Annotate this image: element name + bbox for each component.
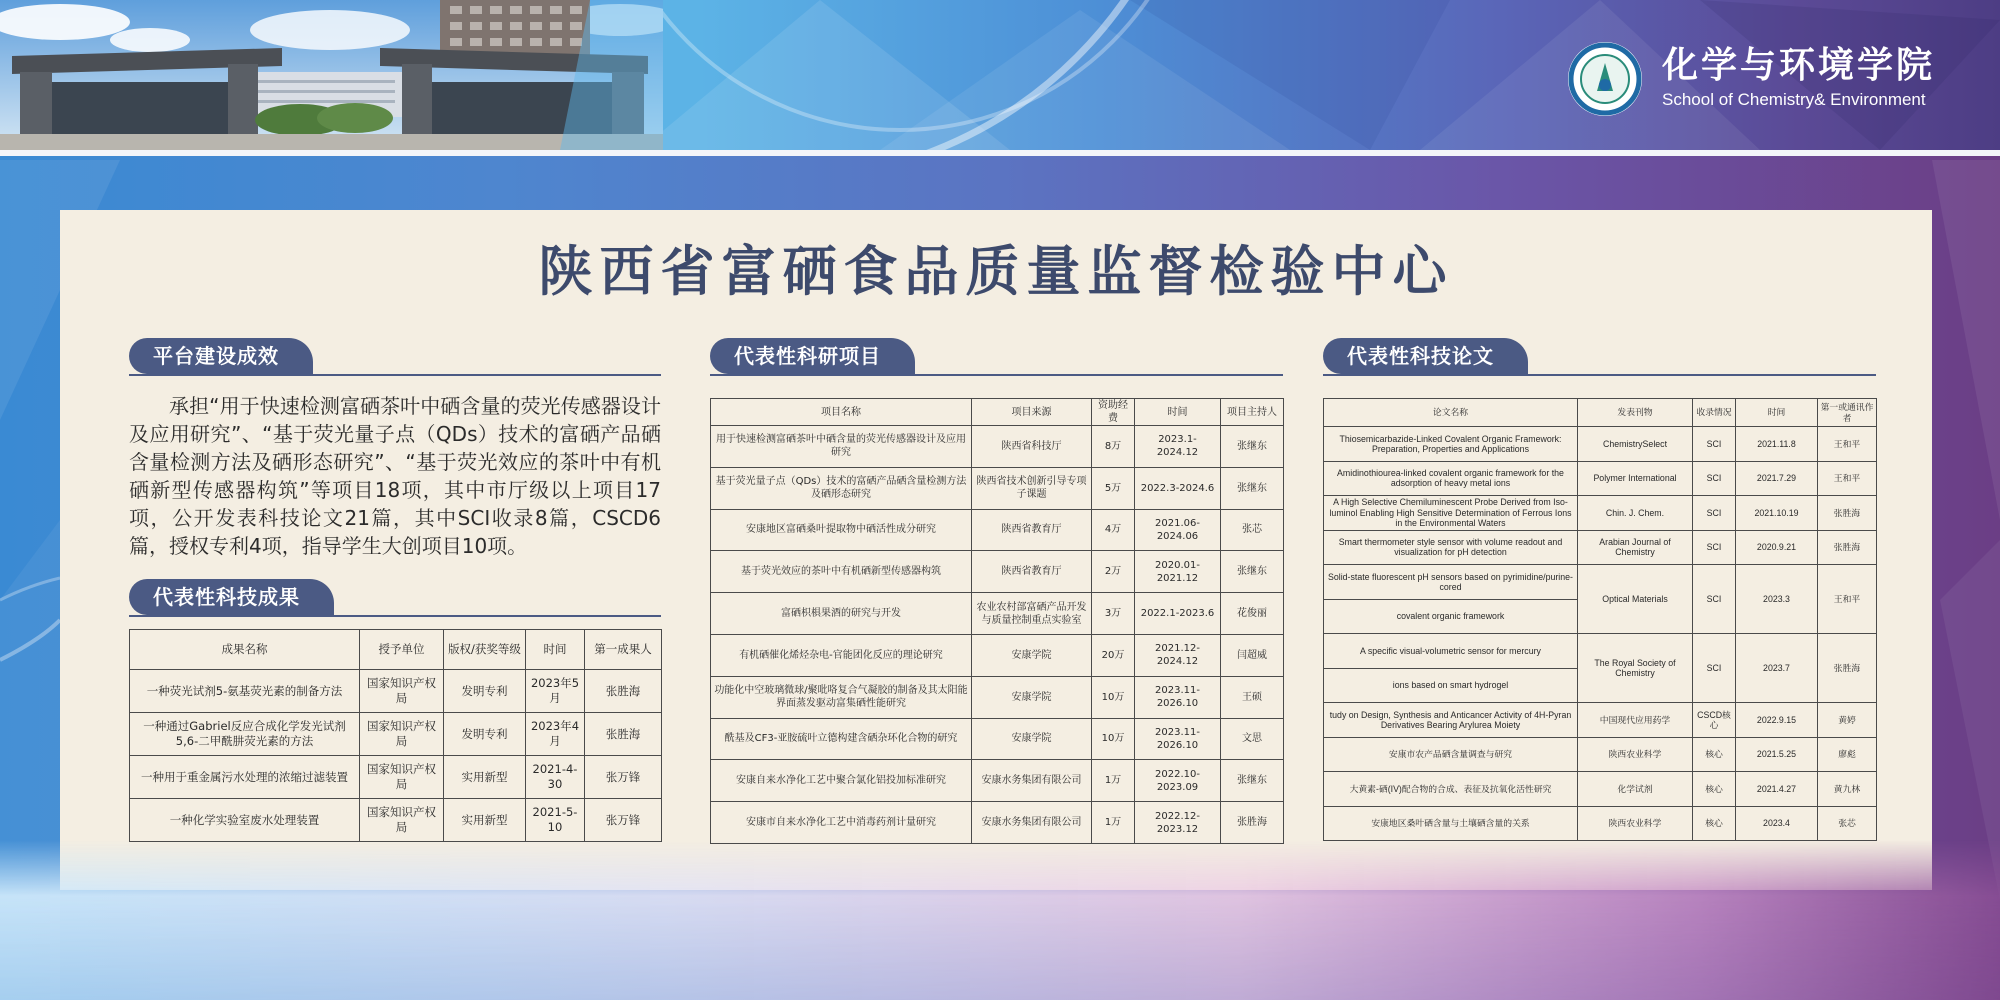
paper-column-header: 第一或通讯作者	[1818, 399, 1877, 427]
project-cell: 安康水务集团有限公司	[972, 802, 1092, 844]
project-cell: 陕西省科技厅	[972, 426, 1092, 468]
project-cell: 基于荧光量子点（QDs）技术的富硒产品硒含量检测方法及硒形态研究	[711, 467, 972, 509]
achievement-header-row	[130, 630, 662, 670]
campus-gate-photo	[0, 0, 663, 150]
project-cell: 8万	[1092, 426, 1135, 468]
project-cell: 张继东	[1221, 426, 1284, 468]
project-cell: 1万	[1092, 760, 1135, 802]
project-cell: 2022.10-2023.09	[1135, 760, 1221, 802]
paper-cell: Thiosemicarbazide-Linked Covalent Organic Framework: Preparation, Properties and Applications	[1324, 427, 1578, 462]
paper-cell: 化学试剂	[1578, 772, 1693, 807]
achievement-cell: 国家知识产权局	[360, 756, 444, 799]
achievement-cell: 实用新型	[444, 756, 526, 799]
project-cell: 陕西省教育厅	[972, 509, 1092, 551]
section-papers	[1323, 338, 1876, 376]
paper-cell: 2021.5.25	[1736, 737, 1818, 772]
achievement-cell: 张胜海	[585, 713, 662, 756]
project-cell: 2021.06-2024.06	[1135, 509, 1221, 551]
paper-cell: 2023.3	[1736, 565, 1818, 634]
project-cell: 文思	[1221, 718, 1284, 760]
paper-cell: 核心	[1693, 806, 1736, 841]
project-header-row	[711, 399, 1284, 426]
paper-cell: 黄九林	[1818, 772, 1877, 807]
paper-cell: Arabian Journal of Chemistry	[1578, 530, 1693, 565]
paper-cell: 王和平	[1818, 427, 1877, 462]
papers-table	[1323, 398, 1877, 841]
project-row	[711, 760, 1284, 802]
project-cell: 酰基及CF3-亚胺硫叶立德构建含硒杂环化合物的研究	[711, 718, 972, 760]
project-cell: 安康市自来水净化工艺中消毒药剂计量研究	[711, 802, 972, 844]
paper-cell: 张芯	[1818, 806, 1877, 841]
achievement-cell: 一种荧光试剂5-氨基荧光素的制备方法	[130, 670, 360, 713]
paper-cell: covalent organic framework	[1324, 599, 1578, 634]
achievements-table	[129, 629, 662, 842]
project-cell: 安康学院	[972, 718, 1092, 760]
paper-cell: 黄婷	[1818, 703, 1877, 738]
project-cell: 20万	[1092, 634, 1135, 676]
project-row	[711, 676, 1284, 718]
paper-row	[1324, 737, 1877, 772]
school-name-english: School of Chemistry& Environment	[1662, 90, 1926, 109]
project-cell: 闫超威	[1221, 634, 1284, 676]
project-cell: 有机硒催化烯烃杂电-官能团化反应的理论研究	[711, 634, 972, 676]
project-cell: 富硒枳椇果酒的研究与开发	[711, 593, 972, 635]
project-cell: 2023.1-2024.12	[1135, 426, 1221, 468]
paper-cell: SCI	[1693, 565, 1736, 634]
paper-row	[1324, 427, 1877, 462]
project-cell: 2023.11-2026.10	[1135, 676, 1221, 718]
paper-cell: 中国现代应用药学	[1578, 703, 1693, 738]
paper-row	[1324, 461, 1877, 496]
paper-column-header: 时间	[1736, 399, 1818, 427]
paper-cell: 安康市农产品硒含量调查与研究	[1324, 737, 1578, 772]
paper-cell: The Royal Society of Chemistry	[1578, 634, 1693, 703]
paper-row	[1324, 806, 1877, 841]
paper-cell: 2021.11.8	[1736, 427, 1818, 462]
paper-row	[1324, 772, 1877, 807]
achievement-column-header: 授予单位	[360, 630, 444, 670]
section-platform-results	[129, 338, 661, 376]
project-cell: 4万	[1092, 509, 1135, 551]
paper-cell: 王和平	[1818, 461, 1877, 496]
achievement-cell: 一种化学实验室废水处理装置	[130, 799, 360, 842]
project-cell: 农业农村部富硒产品开发与质量控制重点实验室	[972, 593, 1092, 635]
project-cell: 2022.12-2023.12	[1135, 802, 1221, 844]
paper-cell: 2021.10.19	[1736, 496, 1818, 531]
paper-cell: Optical Materials	[1578, 565, 1693, 634]
achievement-cell: 一种用于重金属污水处理的浓缩过滤装置	[130, 756, 360, 799]
paper-row	[1324, 634, 1877, 669]
achievement-cell: 国家知识产权局	[360, 670, 444, 713]
project-cell: 5万	[1092, 467, 1135, 509]
project-row	[711, 426, 1284, 468]
project-cell: 2022.1-2023.6	[1135, 593, 1221, 635]
achievement-cell: 一种通过Gabriel反应合成化学发光试剂5,6-二甲酰肼荧光素的方法	[130, 713, 360, 756]
paper-cell: Smart thermometer style sensor with volume readout and visualization for pH detection	[1324, 530, 1578, 565]
paper-cell: SCI	[1693, 634, 1736, 703]
paper-column-header: 收录情况	[1693, 399, 1736, 427]
achievement-column-header: 成果名称	[130, 630, 360, 670]
paper-cell: 大黄素-硒(IV)配合物的合成、表征及抗氧化活性研究	[1324, 772, 1578, 807]
paper-cell: 2020.9.21	[1736, 530, 1818, 565]
project-cell: 用于快速检测富硒茶叶中硒含量的荧光传感器设计及应用研究	[711, 426, 972, 468]
paper-cell: SCI	[1693, 530, 1736, 565]
project-cell: 陕西省教育厅	[972, 551, 1092, 593]
project-cell: 张胜海	[1221, 802, 1284, 844]
paper-cell: 张胜海	[1818, 496, 1877, 531]
achievement-cell: 2023年5月	[526, 670, 585, 713]
paper-cell: CSCD核心	[1693, 703, 1736, 738]
section-heading: 代表性科技论文	[1323, 338, 1528, 374]
paper-row	[1324, 530, 1877, 565]
achievement-cell: 张万锋	[585, 799, 662, 842]
achievement-row	[130, 756, 662, 799]
school-name-chinese: 化学与环境学院	[1662, 45, 1936, 86]
project-cell: 2021.12-2024.12	[1135, 634, 1221, 676]
project-cell: 王硕	[1221, 676, 1284, 718]
paper-cell: 2021.4.27	[1736, 772, 1818, 807]
project-cell: 10万	[1092, 718, 1135, 760]
project-cell: 安康学院	[972, 676, 1092, 718]
paper-column-header: 论文名称	[1324, 399, 1578, 427]
achievement-cell: 2023年4月	[526, 713, 585, 756]
project-cell: 2023.11-2026.10	[1135, 718, 1221, 760]
paper-cell: 陕西农业科学	[1578, 737, 1693, 772]
paper-cell: 核心	[1693, 772, 1736, 807]
project-cell: 功能化中空玻璃微球/聚吡咯复合气凝胶的制备及其太阳能界面蒸发驱动富集硒性能研究	[711, 676, 972, 718]
paper-cell: ions based on smart hydrogel	[1324, 668, 1578, 703]
project-cell: 安康自来水净化工艺中聚合氯化铝投加标准研究	[711, 760, 972, 802]
projects-table	[710, 398, 1284, 844]
section-heading: 代表性科技成果	[129, 579, 334, 615]
paper-column-header: 发表刊物	[1578, 399, 1693, 427]
project-cell: 安康水务集团有限公司	[972, 760, 1092, 802]
section-achievements	[129, 579, 661, 617]
bottom-glow	[0, 840, 2000, 1000]
project-cell: 陕西省技术创新引导专项子课题	[972, 467, 1092, 509]
paper-cell: 张胜海	[1818, 530, 1877, 565]
paper-row	[1324, 496, 1877, 531]
project-cell: 2020.01-2021.12	[1135, 551, 1221, 593]
project-cell: 安康地区富硒桑叶提取物中硒活性成分研究	[711, 509, 972, 551]
header-divider	[0, 150, 2000, 156]
project-row	[711, 509, 1284, 551]
project-cell: 张芯	[1221, 509, 1284, 551]
project-row	[711, 718, 1284, 760]
project-cell: 2022.3-2024.6	[1135, 467, 1221, 509]
project-column-header: 项目主持人	[1221, 399, 1284, 426]
achievement-cell: 张万锋	[585, 756, 662, 799]
section-heading: 代表性科研项目	[710, 338, 915, 374]
section-heading: 平台建设成效	[129, 338, 313, 374]
header-band	[0, 0, 2000, 150]
paper-cell: 核心	[1693, 737, 1736, 772]
achievement-row	[130, 670, 662, 713]
project-column-header: 资助经费	[1092, 399, 1135, 426]
achievement-row	[130, 713, 662, 756]
paper-cell: A High Selective Chemiluminescent Probe Derived from Iso-luminol Enabling High Sensitive Determination of Ferrous Ions in the Environmental Waters	[1324, 496, 1578, 531]
paper-row	[1324, 565, 1877, 600]
project-row	[711, 634, 1284, 676]
paper-header-row	[1324, 399, 1877, 427]
paper-cell: Solid-state fluorescent pH sensors based on pyrimidine/purine-cored	[1324, 565, 1578, 600]
paper-cell: 张胜海	[1818, 634, 1877, 703]
paper-cell: Chin. J. Chem.	[1578, 496, 1693, 531]
project-cell: 10万	[1092, 676, 1135, 718]
achievement-cell: 国家知识产权局	[360, 713, 444, 756]
project-column-header: 时间	[1135, 399, 1221, 426]
paper-cell: ChemistrySelect	[1578, 427, 1693, 462]
paper-cell: 陕西农业科学	[1578, 806, 1693, 841]
achievement-cell: 发明专利	[444, 670, 526, 713]
paper-cell: 2023.7	[1736, 634, 1818, 703]
achievement-row	[130, 799, 662, 842]
project-cell: 基于荧光效应的茶叶中有机硒新型传感器构筑	[711, 551, 972, 593]
paper-cell: Amidinothiourea-linked covalent organic framework for the adsorption of heavy metal ions	[1324, 461, 1578, 496]
achievement-cell: 2021-4-30	[526, 756, 585, 799]
achievement-column-header: 版权/获奖等级	[444, 630, 526, 670]
project-cell: 安康学院	[972, 634, 1092, 676]
project-row	[711, 551, 1284, 593]
paper-cell: SCI	[1693, 461, 1736, 496]
platform-description: 承担“用于快速检测富硒茶叶中硒含量的荧光传感器设计及应用研究”、“基于荧光量子点（QDs）技术的富硒产品硒含量检测方法及硒形态研究”、“基于荧光效应的茶叶中有机硒新型传感器构筑”等项目18项，其中市厅级以上项目17项，公开发表科技论文21篇，其中SCI收录8篇，CSCD6篇，授权专利4项，指导学生大创项目10项。	[129, 394, 661, 558]
paper-cell: tudy on Design, Synthesis and Anticancer Activity of 4H-Pyran Derivatives Bearing Arylurea Moiety	[1324, 703, 1578, 738]
paper-cell: 安康地区桑叶硒含量与土壤硒含量的关系	[1324, 806, 1578, 841]
project-cell: 2万	[1092, 551, 1135, 593]
project-cell: 张继东	[1221, 551, 1284, 593]
project-column-header: 项目名称	[711, 399, 972, 426]
achievement-column-header: 第一成果人	[585, 630, 662, 670]
project-row	[711, 802, 1284, 844]
section-projects	[710, 338, 1283, 376]
achievement-cell: 发明专利	[444, 713, 526, 756]
project-cell: 张继东	[1221, 760, 1284, 802]
paper-cell: Polymer International	[1578, 461, 1693, 496]
paper-cell: 廖彪	[1818, 737, 1877, 772]
project-cell: 3万	[1092, 593, 1135, 635]
achievement-cell: 张胜海	[585, 670, 662, 713]
paper-row	[1324, 703, 1877, 738]
page-title: 陕西省富硒食品质量监督检验中心	[538, 239, 1454, 303]
paper-cell: 2023.4	[1736, 806, 1818, 841]
paper-cell: 2022.9.15	[1736, 703, 1818, 738]
project-row	[711, 593, 1284, 635]
achievement-cell: 2021-5-10	[526, 799, 585, 842]
project-row	[711, 467, 1284, 509]
project-cell: 张继东	[1221, 467, 1284, 509]
paper-cell: SCI	[1693, 427, 1736, 462]
achievement-cell: 实用新型	[444, 799, 526, 842]
project-cell: 花俊丽	[1221, 593, 1284, 635]
paper-cell: A specific visual-volumetric sensor for mercury	[1324, 634, 1578, 669]
project-column-header: 项目来源	[972, 399, 1092, 426]
paper-cell: 王和平	[1818, 565, 1877, 634]
paper-cell: SCI	[1693, 496, 1736, 531]
paper-cell: 2021.7.29	[1736, 461, 1818, 496]
achievement-column-header: 时间	[526, 630, 585, 670]
achievement-cell: 国家知识产权局	[360, 799, 444, 842]
project-cell: 1万	[1092, 802, 1135, 844]
school-logo	[1567, 41, 1643, 117]
